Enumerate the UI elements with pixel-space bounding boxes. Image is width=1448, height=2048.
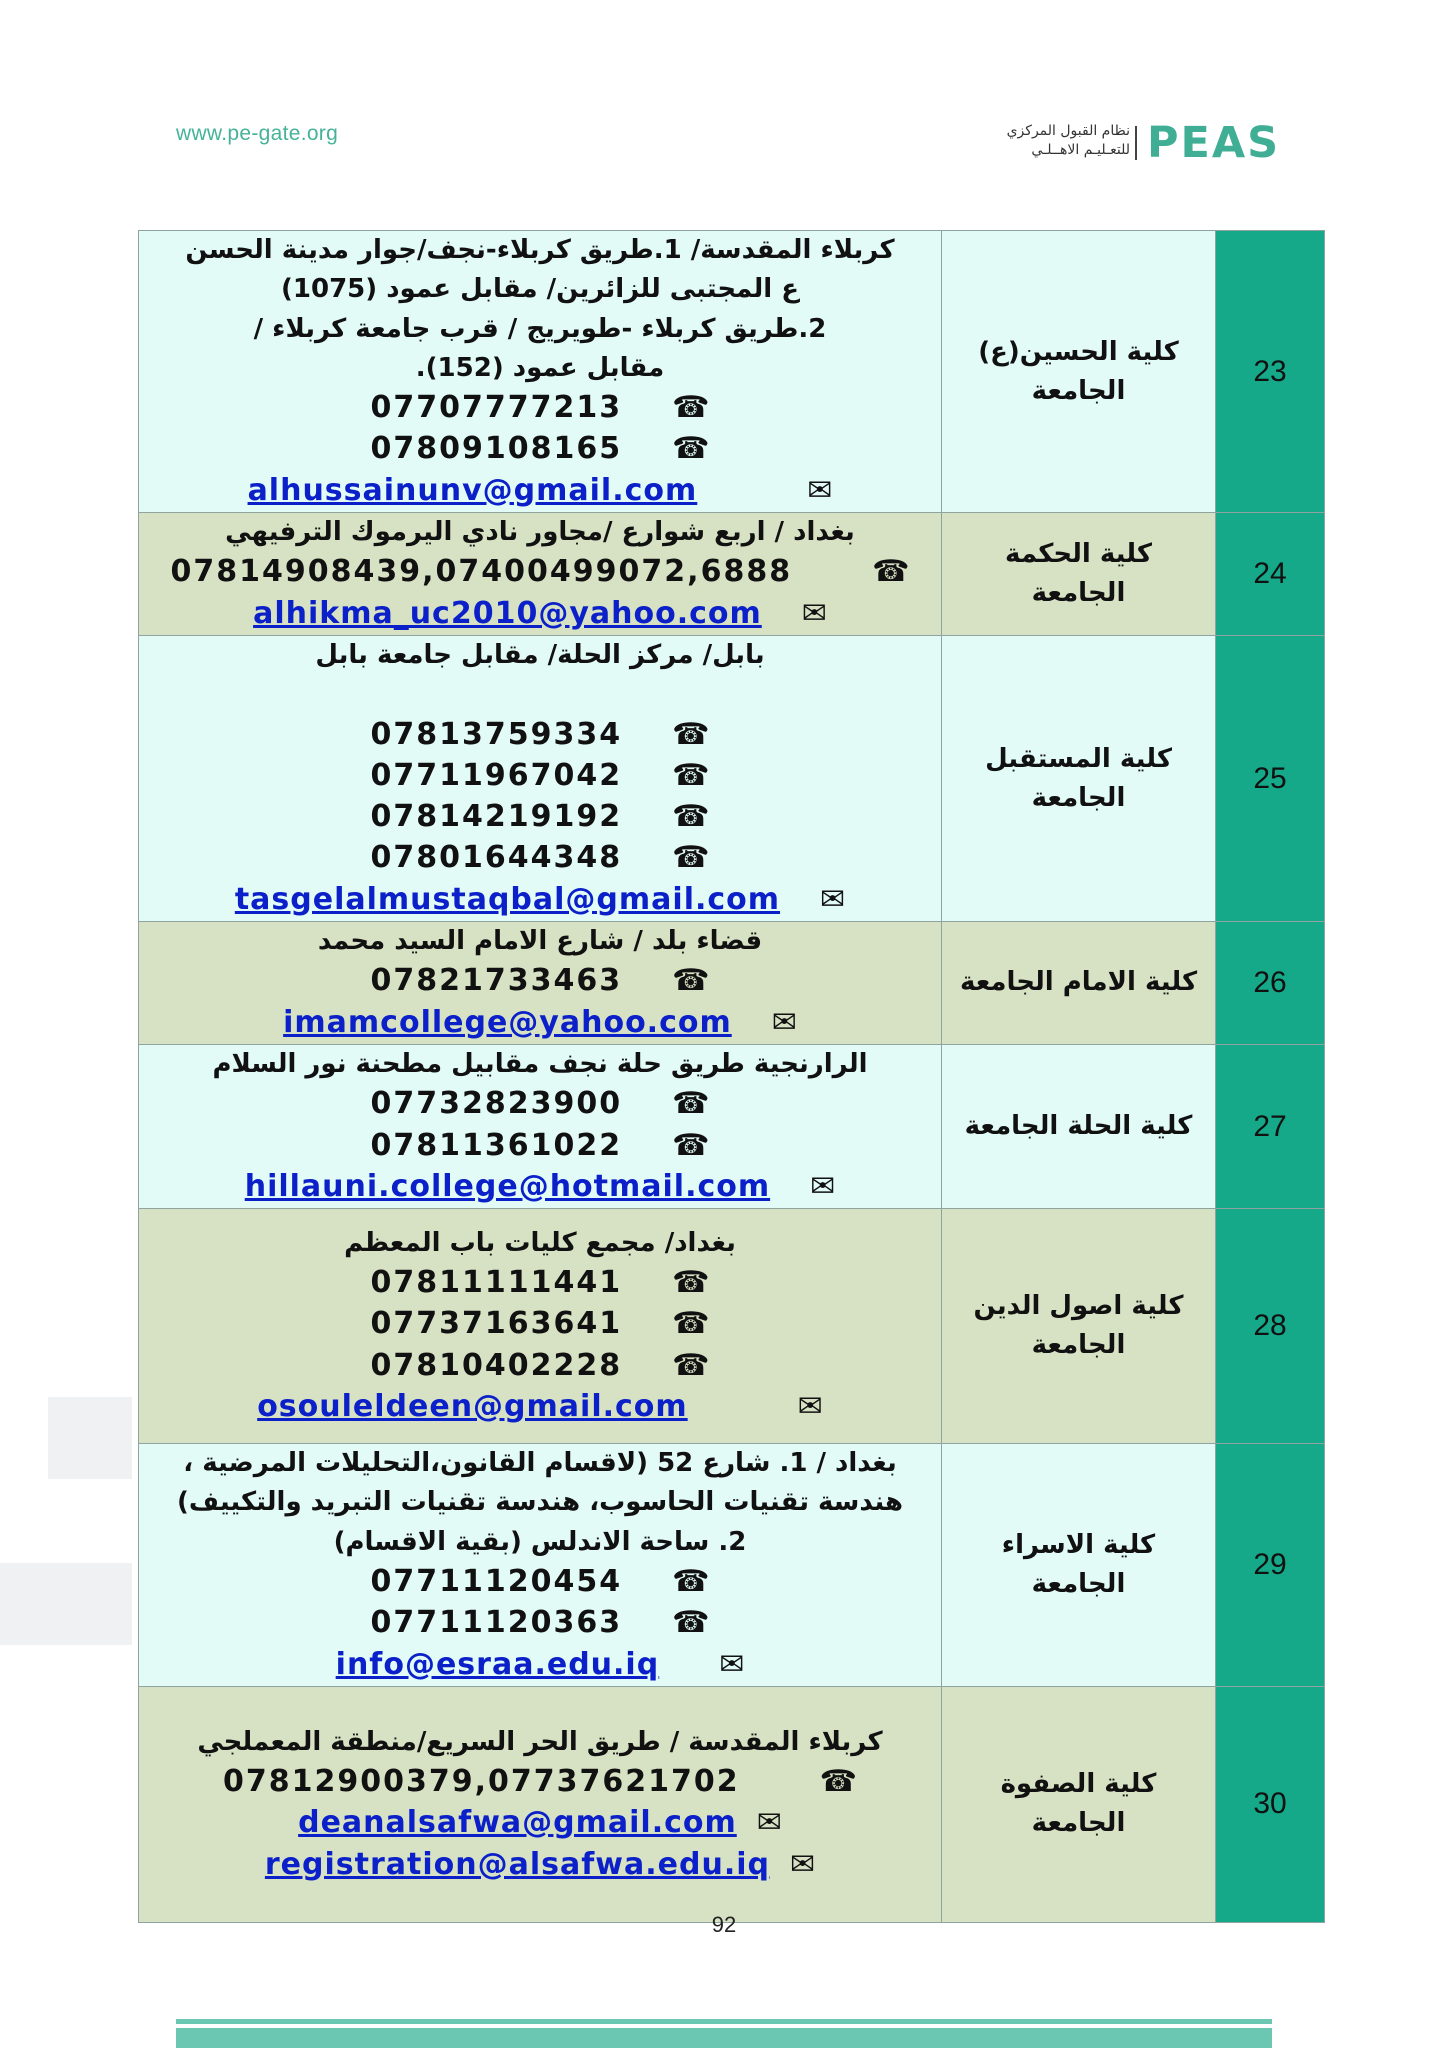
row-number: 29 — [1216, 1444, 1325, 1687]
email-link[interactable]: registration@alsafwa.edu.iq — [264, 1846, 770, 1882]
envelope-icon: ✉ — [719, 1646, 745, 1682]
phone-line — [139, 388, 941, 429]
phone-number[interactable]: 07813759334 — [370, 716, 623, 752]
telephone-icon: ☎ — [672, 431, 710, 467]
email-line — [139, 471, 941, 512]
college-name-cell — [942, 922, 1216, 1045]
logo-arabic-text — [1007, 122, 1130, 160]
logo-arabic-line-2: للتعـليـم الاهــلـي — [1031, 142, 1130, 158]
phone-number[interactable]: 07811111441 — [370, 1265, 623, 1301]
envelope-icon: ✉ — [807, 472, 833, 508]
telephone-icon: ☎ — [672, 716, 710, 752]
phone-line — [139, 1346, 941, 1387]
logo-divider — [1135, 126, 1137, 160]
row-number: 23 — [1216, 231, 1325, 513]
phone-line — [139, 715, 941, 756]
phone-number[interactable]: 07811361022 — [370, 1127, 623, 1163]
college-name: كلية اصول الدين — [973, 1291, 1184, 1322]
college-row — [139, 231, 1325, 513]
email-link[interactable]: osouleldeen@gmail.com — [257, 1389, 688, 1425]
college-name-cell — [942, 635, 1216, 921]
college-name: الجامعة — [1031, 375, 1126, 406]
phone-line — [139, 1263, 941, 1304]
college-name: الجامعة — [1031, 782, 1126, 813]
envelope-icon: ✉ — [820, 881, 846, 917]
peas-logo — [985, 118, 1280, 168]
envelope-icon: ✉ — [801, 595, 827, 631]
envelope-icon: ✉ — [797, 1389, 823, 1425]
address-line: كربلاء المقدسة/ 1.طريق كربلاء-نجف/جوار مدينة الحسن — [185, 235, 895, 265]
telephone-icon: ☎ — [672, 390, 710, 426]
telephone-icon: ☎ — [672, 757, 710, 793]
phone-line — [139, 552, 941, 593]
email-line — [139, 1003, 941, 1044]
phone-number[interactable]: 07810402228 — [370, 1347, 623, 1383]
college-name-cell — [942, 1686, 1216, 1922]
college-row — [139, 513, 1325, 636]
telephone-icon: ☎ — [672, 963, 710, 999]
address-line: بغداد / اربع شوارع /مجاور نادي اليرموك الترفيهي — [225, 517, 855, 548]
college-name-cell — [942, 1044, 1216, 1208]
phone-line — [139, 1562, 941, 1603]
address-line: بابل/ مركز الحلة/ مقابل جامعة بابل — [315, 639, 765, 670]
site-url[interactable]: www.pe-gate.org — [176, 122, 339, 145]
college-name: كلية الحسين(ع) — [978, 336, 1179, 367]
row-number: 30 — [1216, 1686, 1325, 1922]
email-line — [139, 1845, 941, 1886]
college-name: الجامعة — [1031, 1330, 1126, 1361]
row-number: 24 — [1216, 513, 1325, 636]
phone-number[interactable]: 07821733463 — [370, 963, 623, 999]
phone-number[interactable]: 07801644348 — [370, 840, 623, 876]
email-line — [139, 1387, 941, 1428]
margin-decoration-lower — [0, 1563, 132, 1645]
phone-line — [139, 1762, 941, 1803]
college-contact-cell — [139, 1044, 942, 1208]
telephone-icon: ☎ — [672, 1605, 710, 1641]
college-contact-cell — [139, 922, 942, 1045]
college-row — [139, 1686, 1325, 1922]
telephone-icon: ☎ — [819, 1764, 857, 1800]
college-name: كلية الحكمة — [1005, 539, 1152, 570]
logo-arabic-line-1: نظام القبول المركزي — [1006, 123, 1130, 139]
college-row — [139, 1444, 1325, 1687]
college-name: كلية الحلة الجامعة — [964, 1111, 1193, 1142]
logo-wordmark: PEAS — [1147, 118, 1281, 168]
college-name-cell — [942, 1444, 1216, 1687]
phone-line — [139, 756, 941, 797]
email-link[interactable]: imamcollege@yahoo.com — [283, 1004, 732, 1040]
phone-line — [139, 797, 941, 838]
row-number: 25 — [1216, 635, 1325, 921]
row-number: 26 — [1216, 922, 1325, 1045]
address-line: ع المجتبى للزائرين/ مقابل عمود (1075) — [281, 274, 799, 305]
college-row — [139, 635, 1325, 921]
college-name-cell — [942, 231, 1216, 513]
college-name: الجامعة — [1031, 578, 1126, 609]
telephone-icon: ☎ — [672, 1564, 710, 1600]
email-link[interactable]: tasgelalmustaqbal@gmail.com — [234, 881, 781, 917]
college-contact-cell — [139, 1686, 942, 1922]
college-name: الجامعة — [1031, 1808, 1126, 1839]
row-number: 27 — [1216, 1044, 1325, 1208]
phone-number[interactable]: 07707777213 — [370, 390, 623, 426]
address-line: هندسة تقنيات الحاسوب، هندسة تقنيات التبريد والتكييف) — [176, 1487, 904, 1518]
email-link[interactable]: alhikma_uc2010@yahoo.com — [253, 595, 762, 631]
email-line — [139, 1803, 941, 1844]
college-name-cell — [942, 1209, 1216, 1444]
page-number: 92 — [711, 1912, 737, 1937]
email-link[interactable]: deanalsafwa@gmail.com — [298, 1805, 737, 1841]
colleges-table — [138, 230, 1325, 1923]
address-line — [139, 675, 941, 714]
phone-number[interactable]: 07711120454 — [370, 1564, 623, 1600]
envelope-icon: ✉ — [810, 1168, 836, 1204]
phone-number[interactable]: 07711967042 — [370, 757, 623, 793]
email-line — [139, 594, 941, 635]
phone-line — [139, 1603, 941, 1644]
row-number: 28 — [1216, 1209, 1325, 1444]
telephone-icon: ☎ — [672, 1086, 710, 1122]
college-row — [139, 1044, 1325, 1208]
address-line: 2.طريق كربلاء -طويريج / قرب جامعة كربلاء / — [253, 313, 827, 344]
footer-rule-thin — [176, 2019, 1272, 2024]
phone-number[interactable]: 07711120363 — [370, 1605, 623, 1641]
phone-number[interactable]: 07732823900 — [370, 1086, 623, 1122]
address-line: قضاء بلد / شارع الامام السيد محمد — [317, 926, 763, 957]
margin-decoration-upper — [48, 1397, 132, 1479]
footer-rule-thick — [176, 2028, 1272, 2048]
college-name: الجامعة — [1031, 1569, 1126, 1600]
phone-number[interactable]: 07812900379,07737621702 — [223, 1764, 740, 1800]
college-contact-cell — [139, 635, 942, 921]
email-link[interactable]: alhussainunv@gmail.com — [247, 472, 698, 508]
phone-number[interactable]: 07809108165 — [370, 431, 623, 467]
phone-number[interactable]: 07737163641 — [370, 1306, 623, 1342]
telephone-icon: ☎ — [872, 554, 910, 590]
college-contact-cell — [139, 231, 942, 513]
phone-number[interactable]: 07814908439,07400499072,6888 — [170, 554, 793, 590]
email-link[interactable]: hillauni.college@hotmail.com — [244, 1168, 771, 1204]
college-contact-cell — [139, 513, 942, 636]
telephone-icon: ☎ — [672, 840, 710, 876]
address-line: كربلاء المقدسة / طريق الحر السريع/منطقة المعملجي — [197, 1726, 883, 1757]
college-row — [139, 922, 1325, 1045]
telephone-icon: ☎ — [672, 1127, 710, 1163]
phone-line — [139, 429, 941, 470]
email-line — [139, 880, 941, 921]
college-name: كلية الامام الجامعة — [959, 967, 1198, 998]
email-line — [139, 1167, 941, 1208]
college-name: كلية الصفوة — [1000, 1769, 1157, 1800]
college-name-cell — [942, 513, 1216, 636]
phone-line — [139, 1304, 941, 1345]
email-line — [139, 1645, 941, 1686]
envelope-icon: ✉ — [756, 1805, 782, 1841]
phone-line — [139, 961, 941, 1002]
college-contact-cell — [139, 1209, 942, 1444]
telephone-icon: ☎ — [672, 1265, 710, 1301]
telephone-icon: ☎ — [672, 1306, 710, 1342]
envelope-icon: ✉ — [771, 1004, 797, 1040]
phone-line — [139, 1084, 941, 1125]
phone-number[interactable]: 07814219192 — [370, 799, 623, 835]
college-row — [139, 1209, 1325, 1444]
college-name: كلية الاسراء — [1001, 1530, 1156, 1561]
address-line: مقابل عمود (152). — [415, 352, 665, 383]
email-link[interactable]: info@esraa.edu.iq — [335, 1646, 660, 1682]
address-line: 2. ساحة الاندلس (بقية الاقسام) — [333, 1526, 747, 1557]
telephone-icon: ☎ — [672, 1347, 710, 1383]
telephone-icon: ☎ — [672, 799, 710, 835]
envelope-icon: ✉ — [789, 1846, 816, 1882]
college-contact-cell — [139, 1444, 942, 1687]
phone-line — [139, 838, 941, 879]
address-line: الرارنجية طريق حلة نجف مقابيل مطحنة نور السلام — [212, 1048, 868, 1079]
phone-line — [139, 1126, 941, 1167]
address-line: بغداد/ مجمع كليات باب المعظم — [344, 1227, 736, 1258]
address-line: بغداد / 1. شارع 52 (لاقسام القانون،التحليلات المرضية ، — [183, 1448, 897, 1479]
college-name: كلية المستقبل — [985, 743, 1172, 774]
